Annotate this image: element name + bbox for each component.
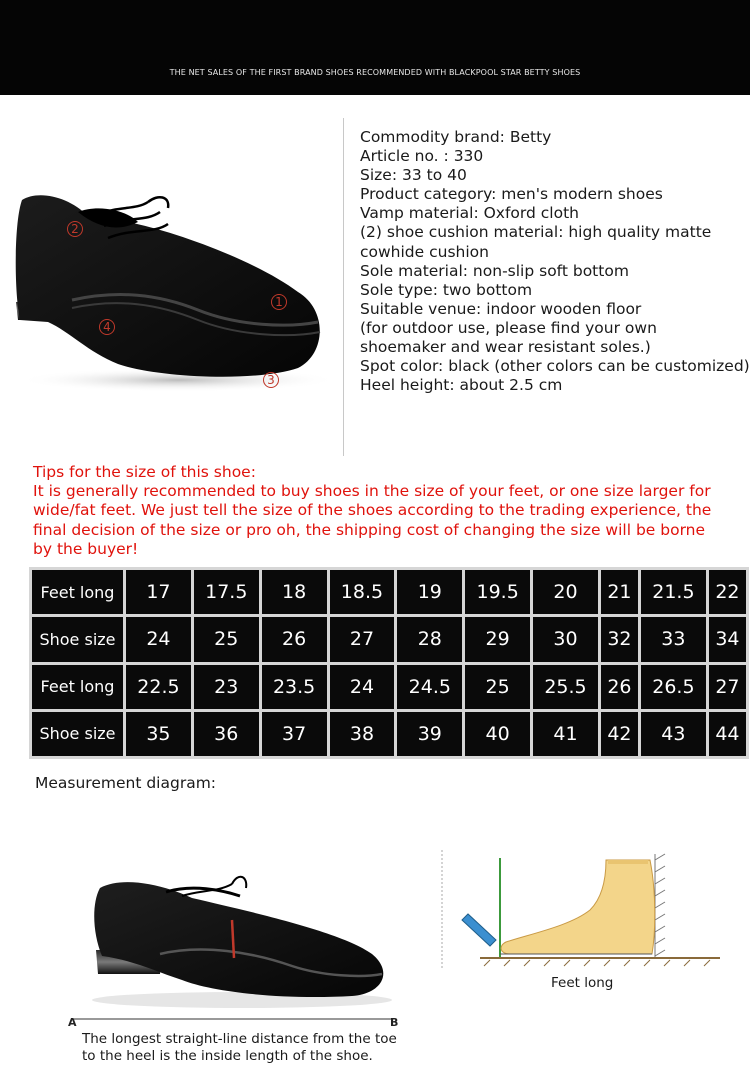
measurement-caption xyxy=(82,1031,412,1064)
spec-line: cowhide cushion xyxy=(360,242,489,261)
size-cell: 40 xyxy=(465,712,530,756)
size-cell: 26 xyxy=(601,665,638,709)
size-cell: 17 xyxy=(126,570,191,614)
size-row-label: Shoe size xyxy=(32,712,123,756)
size-cell: 42 xyxy=(601,712,638,756)
size-cell: 27 xyxy=(330,617,395,661)
size-cell: 39 xyxy=(397,712,462,756)
size-cell: 17.5 xyxy=(194,570,259,614)
tips-line: Tips for the size of this shoe: xyxy=(33,463,256,481)
size-cell: 41 xyxy=(533,712,598,756)
size-cell: 19 xyxy=(397,570,462,614)
size-row-label: Feet long xyxy=(32,570,123,614)
marker-1: 1 xyxy=(271,294,287,310)
size-row-label: Shoe size xyxy=(32,617,123,661)
size-cell: 28 xyxy=(397,617,462,661)
spec-line: (for outdoor use, please find your own xyxy=(360,318,657,337)
size-cell: 43 xyxy=(641,712,706,756)
size-cell: 22.5 xyxy=(126,665,191,709)
size-cell: 18 xyxy=(262,570,327,614)
spec-line: Product category: men's modern shoes xyxy=(360,185,663,204)
size-cell: 26.5 xyxy=(641,665,706,709)
size-cell: 32 xyxy=(601,617,638,661)
spec-line: Size: 33 to 40 xyxy=(360,166,467,185)
caption-line: to the heel is the inside length of the shoe. xyxy=(82,1047,373,1064)
size-table-row xyxy=(32,570,746,614)
size-tips xyxy=(33,463,733,559)
size-cell: 23 xyxy=(194,665,259,709)
spec-line: Article no. : 330 xyxy=(360,147,484,166)
spec-line: Sole material: non-slip soft bottom xyxy=(360,261,629,280)
size-cell: 25 xyxy=(465,665,530,709)
size-table-row xyxy=(32,617,746,661)
size-cell: 24 xyxy=(126,617,191,661)
size-cell: 21.5 xyxy=(641,570,706,614)
top-banner xyxy=(0,0,750,95)
size-cell: 22 xyxy=(709,570,746,614)
size-cell: 29 xyxy=(465,617,530,661)
size-cell: 30 xyxy=(533,617,598,661)
size-table-row xyxy=(32,665,746,709)
size-cell: 38 xyxy=(330,712,395,756)
size-cell: 20 xyxy=(533,570,598,614)
size-cell: 44 xyxy=(709,712,746,756)
caption-line: The longest straight-line distance from the toe xyxy=(82,1031,397,1047)
banner-text: THE NET SALES OF THE FIRST BRAND SHOES RECOMMENDED WITH BLACKPOOL STAR BETTY SHOES xyxy=(169,68,581,77)
spec-line: Commodity brand: Betty xyxy=(360,128,552,146)
size-cell: 19.5 xyxy=(465,570,530,614)
marker-2: 2 xyxy=(67,221,83,237)
size-cell: 21 xyxy=(601,570,638,614)
size-cell: 24.5 xyxy=(397,665,462,709)
size-cell: 33 xyxy=(641,617,706,661)
tips-line: wide/fat feet. We just tell the size of the shoes according to the trading experience, the xyxy=(33,501,712,520)
size-cell: 27 xyxy=(709,665,746,709)
shoe-product-image xyxy=(8,182,338,397)
tips-line: by the buyer! xyxy=(33,539,139,558)
marker-4: 4 xyxy=(99,319,115,335)
size-cell: 18.5 xyxy=(330,570,395,614)
point-a-label: A xyxy=(68,1016,77,1029)
tips-line: It is generally recommended to buy shoes in the size of your feet, or one size larger for xyxy=(33,482,711,501)
size-cell: 25 xyxy=(194,617,259,661)
tips-line: final decision of the size or pro oh, the shipping cost of changing the size will be borne xyxy=(33,520,706,539)
measurement-title: Measurement diagram: xyxy=(35,774,217,792)
feet-long-label: Feet long xyxy=(551,975,614,991)
spec-line: Suitable venue: indoor wooden floor xyxy=(360,299,642,318)
spec-line: Vamp material: Oxford cloth xyxy=(360,204,579,223)
size-table-row xyxy=(32,712,746,756)
vertical-divider xyxy=(343,118,344,456)
shoe-measurement-image xyxy=(82,862,402,1012)
spec-line: Sole type: two bottom xyxy=(360,280,533,299)
spec-line: Spot color: black (other colors can be customized) xyxy=(360,357,750,376)
foot-measurement-diagram xyxy=(440,850,725,975)
size-cell: 26 xyxy=(262,617,327,661)
size-cell: 25.5 xyxy=(533,665,598,709)
point-b-label: B xyxy=(390,1016,399,1029)
size-chart-table xyxy=(29,567,749,759)
product-specs xyxy=(360,128,750,395)
size-cell: 34 xyxy=(709,617,746,661)
spec-line: (2) shoe cushion material: high quality matte xyxy=(360,223,712,242)
size-cell: 35 xyxy=(126,712,191,756)
spec-line: shoemaker and wear resistant soles.) xyxy=(360,338,651,357)
size-cell: 24 xyxy=(330,665,395,709)
size-cell: 23.5 xyxy=(262,665,327,709)
spec-line: Heel height: about 2.5 cm xyxy=(360,376,563,395)
size-cell: 36 xyxy=(194,712,259,756)
measurement-line xyxy=(74,1016,394,1022)
size-cell: 37 xyxy=(262,712,327,756)
marker-3: 3 xyxy=(263,372,279,388)
size-row-label: Feet long xyxy=(32,665,123,709)
